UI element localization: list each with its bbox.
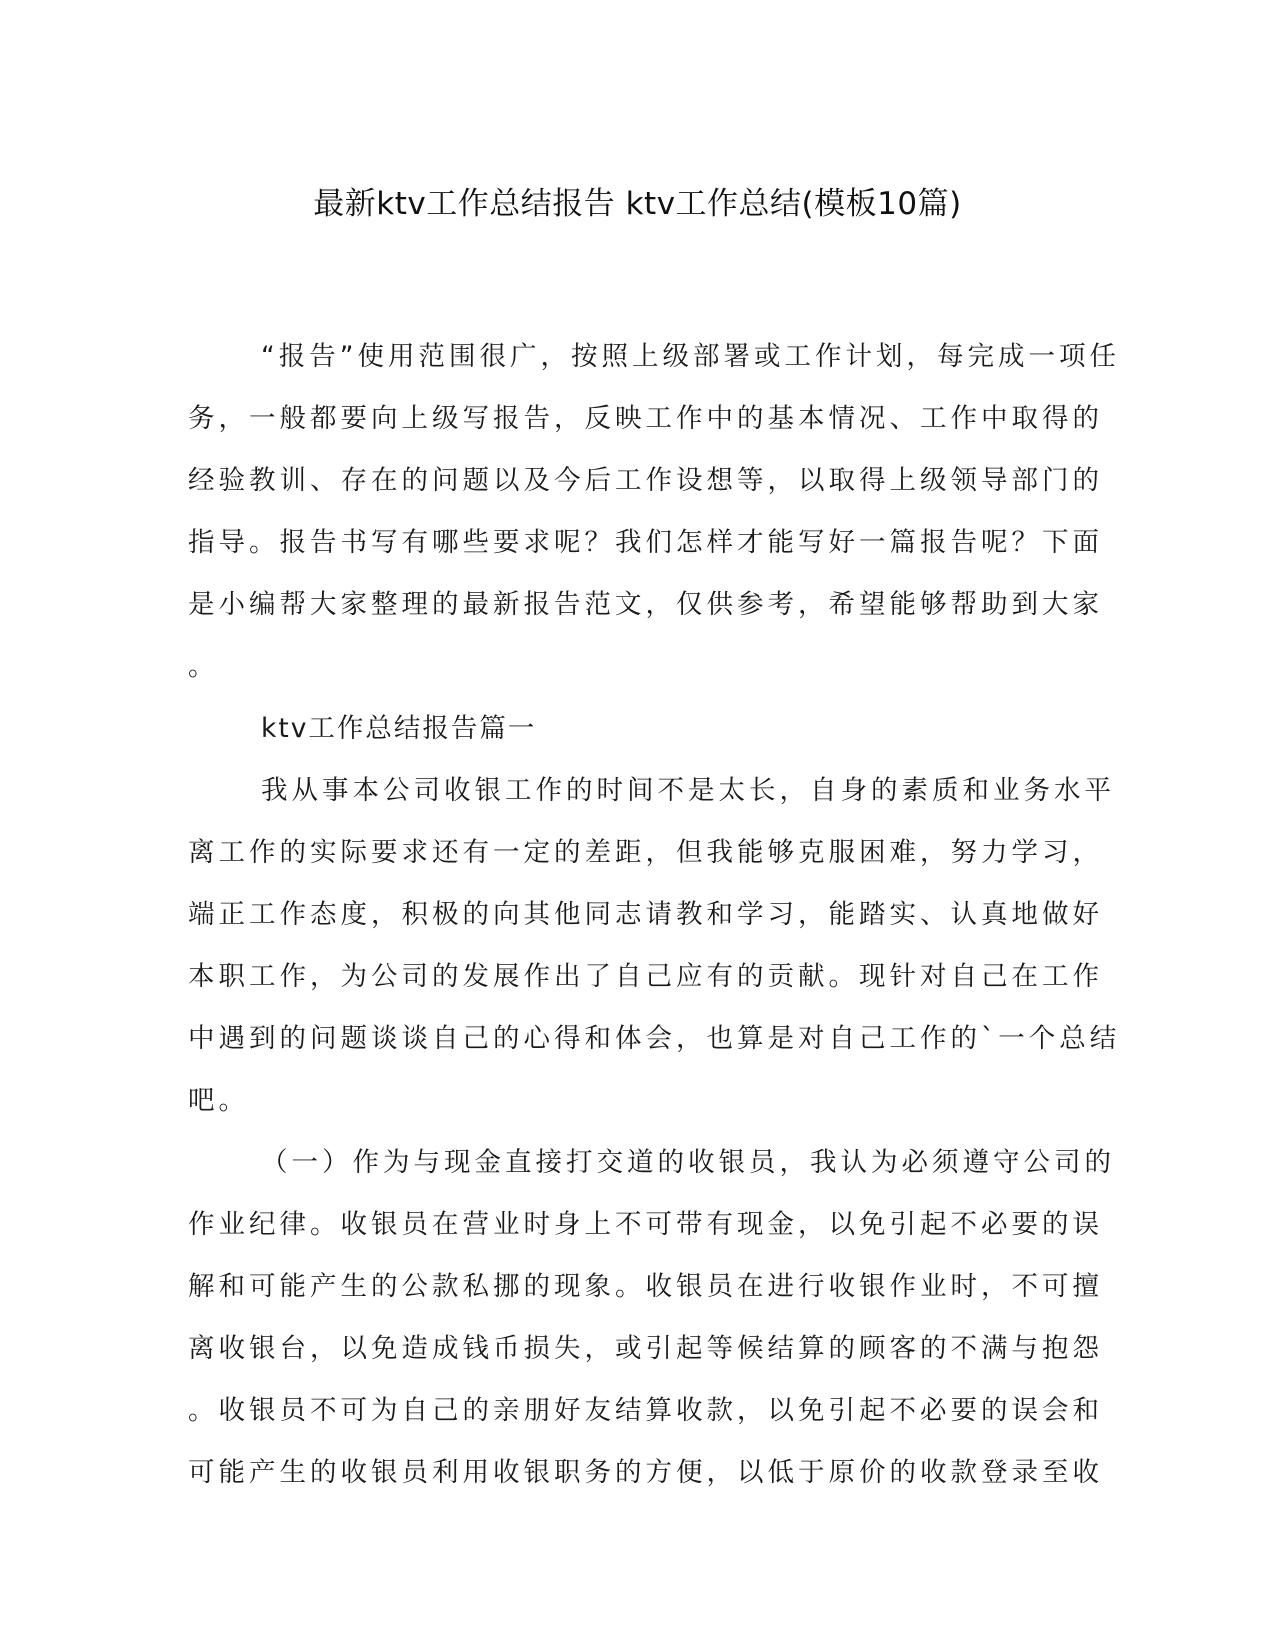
paragraph-line: 离收银台，以免造成钱币损失，或引起等候结算的顾客的不满与抱怨 [188,1333,1103,1364]
section-heading: ktv工作总结报告篇一 [261,713,537,744]
document-body [188,326,1121,1504]
paragraph-line: 。收银员不可为自己的亲朋好友结算收款，以免引起不必要的误会和 [188,1395,1103,1426]
paragraph-line: 中遇到的问题谈谈自己的心得和体会，也算是对自己工作的`一个总结 [188,1023,1121,1054]
intro-line: 是小编帮大家整理的最新报告范文，仅供参考，希望能够帮助到大家 [188,589,1103,620]
intro-line: 。 [188,651,219,682]
paragraph-line: 本职工作，为公司的发展作出了自己应有的贡献。现针对自己在工作 [188,961,1103,992]
intro-line: 指导。报告书写有哪些要求呢？我们怎样才能写好一篇报告呢？下面 [188,527,1103,558]
intro-line: 经验教训、存在的问题以及今后工作设想等，以取得上级领导部门的 [188,465,1103,496]
paragraph-line: 解和可能产生的公款私挪的现象。收银员在进行收银作业时，不可擅 [188,1271,1103,1302]
document-title: 最新ktv工作总结报告 ktv工作总结(模板10篇) [313,186,962,222]
paragraph-line: 我从事本公司收银工作的时间不是太长，自身的素质和业务水平 [261,775,1115,806]
paragraph-line: 离工作的实际要求还有一定的差距，但我能够克服困难，努力学习， [188,837,1103,868]
intro-line: 务，一般都要向上级写报告，反映工作中的基本情况、工作中取得的 [188,403,1103,434]
paragraph-line: 吧。 [188,1085,249,1116]
intro-line: “报告”使用范围很广，按照上级部署或工作计划，每完成一项任 [261,341,1120,372]
paragraph-line: 端正工作态度，积极的向其他同志请教和学习，能踏实、认真地做好 [188,899,1103,930]
paragraph-line: 作业纪律。收银员在营业时身上不可带有现金，以免引起不必要的误 [188,1209,1103,1240]
paragraph-line: 可能产生的收银员利用收银职务的方便，以低于原价的收款登录至收 [188,1457,1103,1488]
paragraph-line: （一）作为与现金直接打交道的收银员，我认为必须遵守公司的 [261,1147,1115,1178]
